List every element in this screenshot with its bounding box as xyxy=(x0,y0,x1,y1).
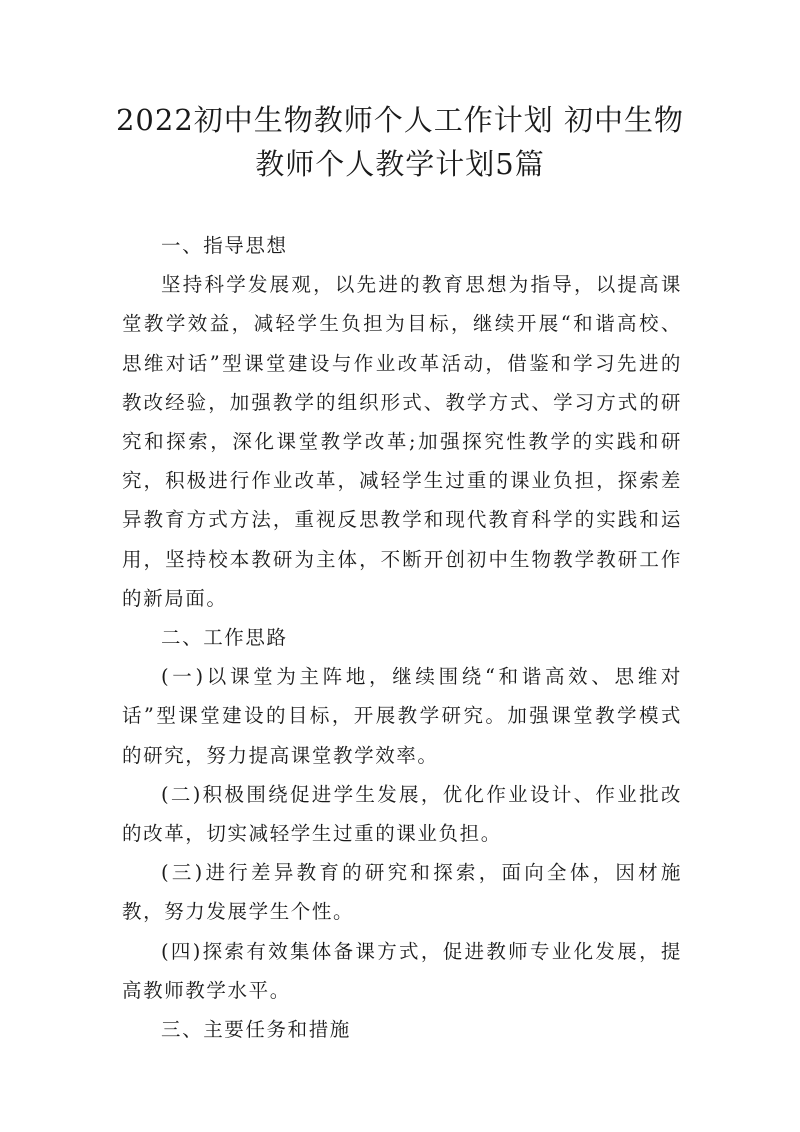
section-heading-main-tasks: 三、主要任务和措施 xyxy=(161,1018,351,1042)
title-line-2: 教师个人教学计划5篇 xyxy=(255,147,545,181)
title-line-1: 2022初中生物教师个人工作计划 初中生物 xyxy=(115,103,685,137)
paragraph-work-idea-3: (三)进行差异教育的研究和探索，面向全体，因材施教，努力发展学生个性。 xyxy=(122,861,682,924)
paragraph-work-idea-1: (一)以课堂为主阵地，继续围绕“和谐高效、思维对话”型课堂建设的目标，开展教学研究。加强课堂教学模式的研究，努力提高课堂教学效率。 xyxy=(122,665,682,767)
document-body xyxy=(122,226,682,1049)
paragraph-work-idea-4: (四)探索有效集体备课方式，促进教师专业化发展，提高教师教学水平。 xyxy=(122,939,682,1002)
document-title xyxy=(100,98,700,186)
paragraph-work-idea-2: (二)积极围绕促进学生发展，优化作业设计、作业批改的改革，切实减轻学生过重的课业负担。 xyxy=(122,782,682,846)
section-heading-work-ideas: 二、工作思路 xyxy=(161,626,288,650)
paragraph-guiding-thought: 坚持科学发展观，以先进的教育思想为指导，以提高课堂教学效益，减轻学生负担为目标，继续开展“和谐高校、思维对话”型课堂建设与作业改革活动，借鉴和学习先进的教改经验，加强教学的组织形式、教学方式、学习方式的研究和探索，深化课堂教学改革;加强探究性教学的实践和研究，积极进行作业改革，减轻学生过重的课业负担，探索差异教育方式方法，重视反思教学和现代教育科学的实践和运用，坚持校本教研为主体，不断开创初中生物教学教研工作的新局面。 xyxy=(122,273,682,610)
section-heading-guiding-thought: 一、指导思想 xyxy=(161,234,288,257)
